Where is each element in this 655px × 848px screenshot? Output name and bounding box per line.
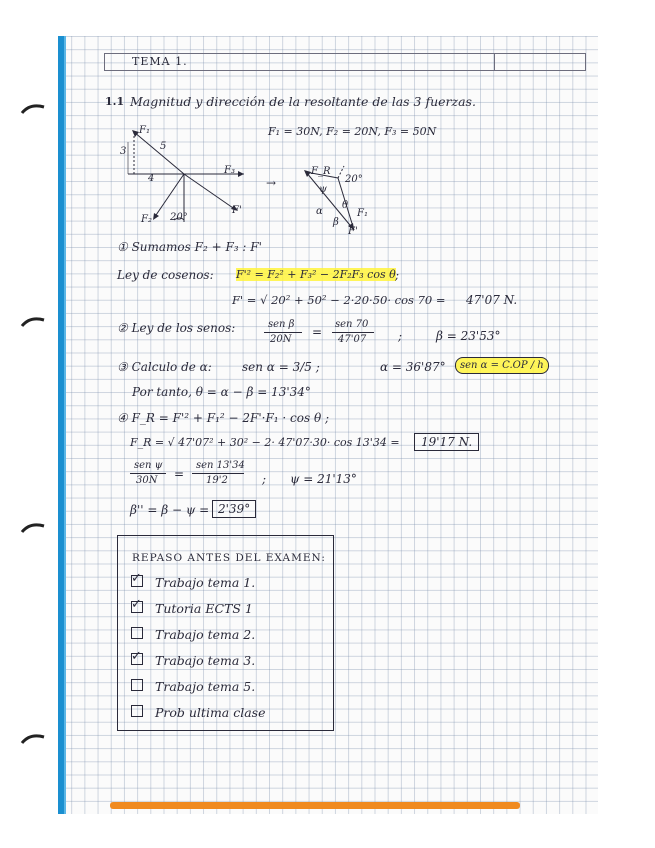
check-icon: ✓ xyxy=(131,649,142,664)
checklist-item-label: Trabajo tema 5. xyxy=(155,679,256,694)
step1-semicolon: ; xyxy=(395,268,400,282)
binder-ring-icon xyxy=(20,316,46,329)
checklist-item-label: Trabajo tema 3. xyxy=(155,653,256,668)
diagram2-theta-label: θ xyxy=(342,200,349,211)
checklist-item-label: Trabajo tema 2. xyxy=(155,627,256,642)
step4-final-label: β'' = β − ψ = xyxy=(130,503,210,517)
step3-note-highlight: sen α = C.OP / h xyxy=(455,357,549,374)
binder-ring-icon xyxy=(20,522,46,535)
checklist-item-label: Prob ultima clase xyxy=(155,705,266,720)
step4-frac1-den: 30N xyxy=(136,475,158,486)
step4-frac2-num: sen 13'34 xyxy=(196,460,245,471)
step1-result: 47'07 N. xyxy=(466,293,518,307)
binder-ring-icon xyxy=(20,733,46,746)
checkbox-item-3[interactable] xyxy=(131,627,143,639)
checkbox-item-1[interactable] xyxy=(131,571,143,587)
step1-law-highlight: F'² = F₂² + F₃² − 2F₂F₃ cos θ xyxy=(236,268,396,281)
fraction-bar xyxy=(332,332,374,333)
step3-result: α = 36'87° xyxy=(380,360,446,374)
step1-calculation: F' = √ 20² + 50² − 2·20·50· cos 70 = xyxy=(232,293,446,307)
checkbox-item-2[interactable] xyxy=(131,597,143,613)
step1-title: ① Sumamos F₂ + F₃ : F' xyxy=(117,240,262,254)
diagram2-psi-label: ψ xyxy=(319,184,327,195)
check-icon: ✓ xyxy=(131,571,142,586)
checklist-item-label: Trabajo tema 1. xyxy=(155,575,256,590)
checkbox-item-4[interactable] xyxy=(131,649,143,665)
fraction-bar xyxy=(192,473,244,474)
diagram2-angle-20: 20° xyxy=(345,174,363,185)
step2-frac2-num: sen 70 xyxy=(335,319,369,330)
orange-tape-strip xyxy=(110,802,520,809)
review-title: REPASO ANTES DEL EXAMEN: xyxy=(132,552,326,564)
step4-title: ④ F_R = F'² + F₁² − 2F'·F₁ · cos θ ; xyxy=(117,411,330,425)
step4-frac1-num: sen ψ xyxy=(134,460,163,471)
checklist-item-label: Tutoria ECTS 1 xyxy=(155,601,253,616)
diagram2-alpha-label: α xyxy=(316,206,323,217)
step4-result-box: 19'17 N. xyxy=(414,433,479,451)
diagram2-fprime-label: F' xyxy=(348,226,358,237)
binder-ring-icon xyxy=(20,103,46,116)
diagram1-fprime-label: F' xyxy=(232,205,242,216)
step4-semicolon: ; xyxy=(262,472,267,486)
step3-title: ③ Calculo de α: xyxy=(117,360,212,374)
step2-result: β = 23'53° xyxy=(436,329,501,343)
problem-statement: Magnitud y dirección de la resoltante de las 3 fuerzas. xyxy=(130,94,476,109)
diagram1-angle-label: 20° xyxy=(170,212,188,223)
step2-frac1-num: sen β xyxy=(268,319,295,330)
diagram1-side-5: 5 xyxy=(160,141,167,152)
check-icon: ✓ xyxy=(131,597,142,612)
step4-psi-result: ψ = 21'13° xyxy=(290,472,357,486)
step3-therefore: Por tanto, θ = α − β = 13'34° xyxy=(132,385,311,399)
diagram-arrow-icon: → xyxy=(266,176,277,190)
step1-law-label: Ley de cosenos: xyxy=(117,268,214,282)
step2-title: ② Ley de los senos: xyxy=(117,321,236,335)
diagram2-f1-label: F₁ xyxy=(357,208,368,219)
notebook-spine-edge xyxy=(64,36,66,814)
step4-equals: = xyxy=(174,467,185,481)
diagram1-side-3: 3 xyxy=(120,146,127,157)
step3-equation: sen α = 3/5 ; xyxy=(242,360,320,374)
step2-equals: = xyxy=(312,325,323,339)
diagram1-side-4: 4 xyxy=(148,173,155,184)
step2-frac1-den: 20N xyxy=(270,334,292,345)
diagram1-f3-label: F₃ xyxy=(224,165,235,176)
diagram1-f1-label: F₁ xyxy=(139,125,150,136)
page-title: TEMA 1. xyxy=(132,55,188,68)
diagram2-fr-label: F_R xyxy=(311,166,331,177)
checkbox-item-5[interactable] xyxy=(131,679,143,691)
step2-semicolon: ; xyxy=(398,329,403,343)
problem-number: 1.1 xyxy=(105,95,125,108)
step4-frac2-den: 19'2 xyxy=(206,475,228,486)
checkbox-item-6[interactable] xyxy=(131,705,143,717)
diagram2-beta-label: β xyxy=(333,217,339,228)
step4-calculation: F_R = √ 47'07² + 30² − 2· 47'07·30· cos 13'34 = xyxy=(130,436,400,449)
forces-given: F₁ = 30N, F₂ = 20N, F₃ = 50N xyxy=(268,125,437,138)
diagram1-f2-label: F₂ xyxy=(141,214,152,225)
step2-frac2-den: 47'07 xyxy=(338,334,367,345)
fraction-bar xyxy=(264,332,302,333)
fraction-bar xyxy=(130,473,166,474)
step4-final-box: 2'39° xyxy=(212,500,256,518)
